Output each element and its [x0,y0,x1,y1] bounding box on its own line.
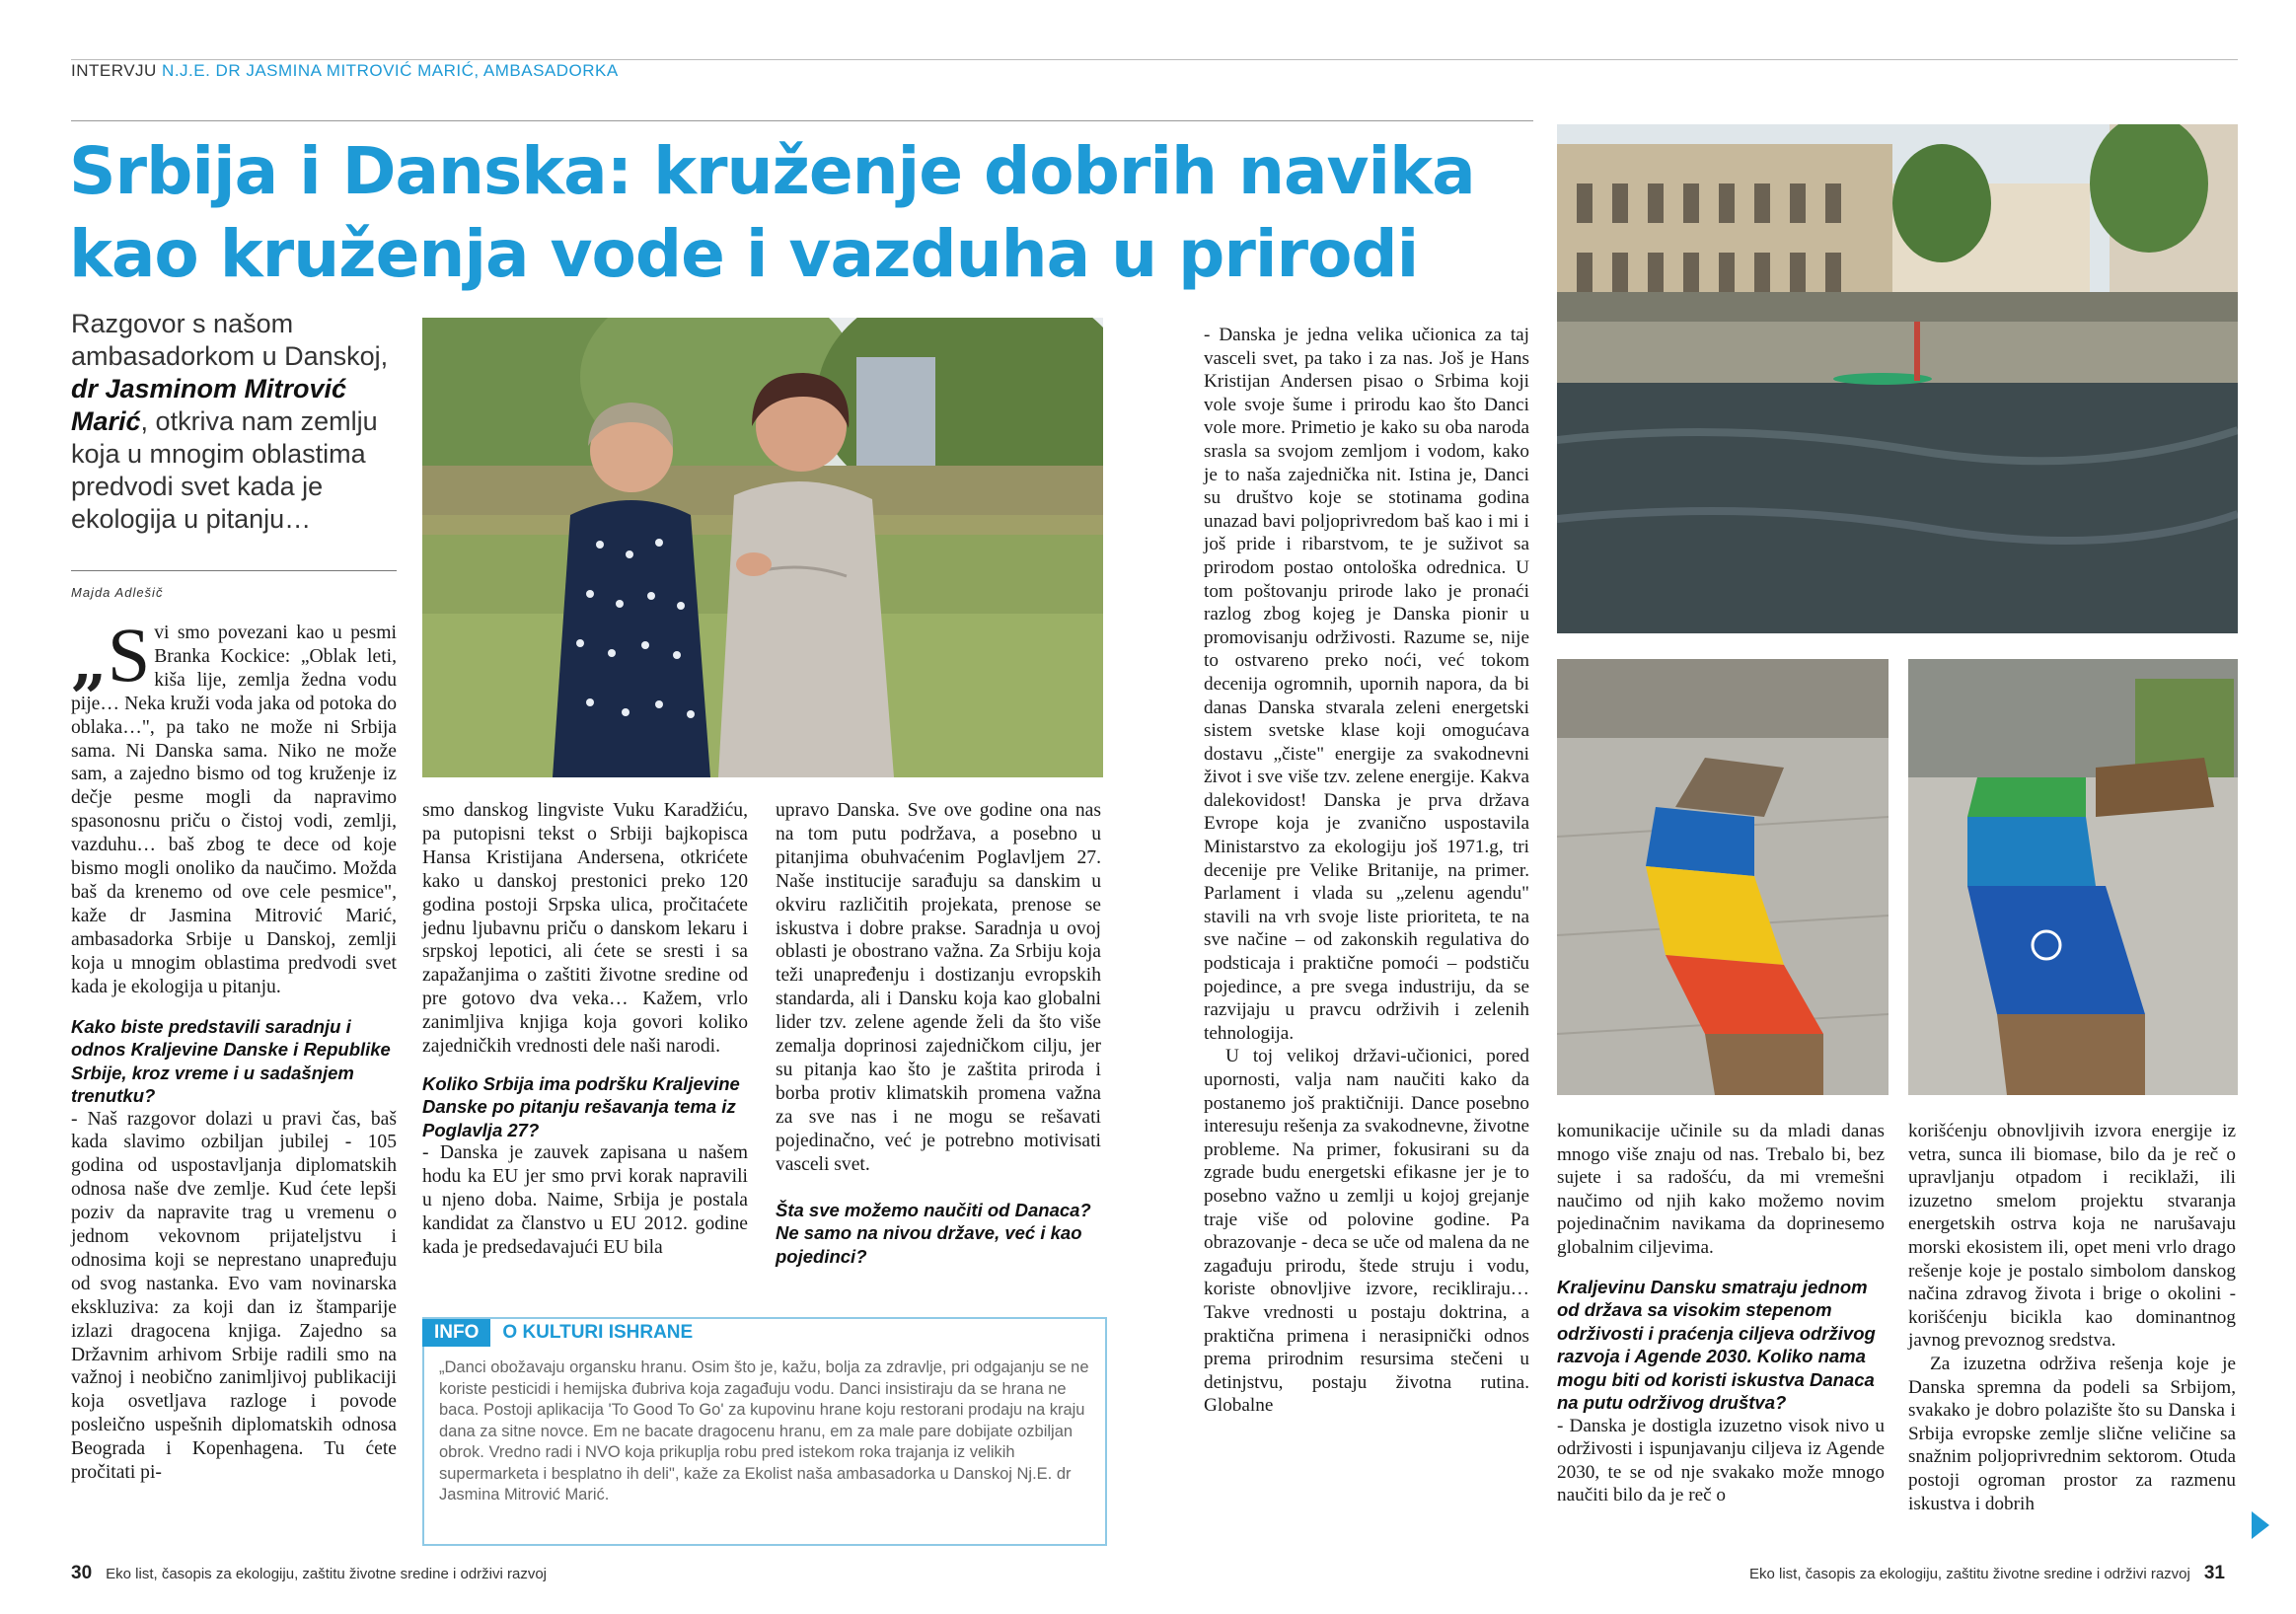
bench-photo-left [1557,659,1889,1095]
info-title: O KULTURI ISHRANE [502,1322,694,1343]
article-column-1 [71,612,397,1485]
article-column-3: upravo Danska. Sve ove godine ona nas na tom putu podržava, a posebno u pitanjima obuhvaćenim Poglavljem 27. Naše institucije sarađuju sa danskim u okviru različitih projekata, prenose se iskustva i dobre prakse. Saradnja u ovoj oblasti je obostrano važna. Za Srbiju koja teži unapređenju i dostizanju evropskih standarda, ali i Dansku koja kao globalni lider tzv. zelene agende želi da što više zemalja doprinosi zajedničkom cilju, jer su pitanja kao što je zaštita priroda i borba protiv klimatskih promena važna za sve nas i ne mogu se rešavati pojedinačno, već je potrebno motivisati vasceli svet. Šta sve možemo naučiti od Danaca? Ne samo na nivou države, već i kao pojedinci? [776,800,1101,1267]
question-3: Šta sve možemo naučiti od Danaca? Ne samo na nivou države, već i kao pojedinci? [776,1199,1091,1267]
footer-left [71,1563,547,1584]
lead-rule [71,570,397,571]
title-rule [71,120,1533,121]
info-box-header [422,1317,693,1349]
article-column-2: smo danskog lingviste Vuku Karadžiću, pa putopisni tekst o Srbiji bajkopisca Hansa Kristijana Andersena, otkrićete kako u danskoj prestonici preko 120 godina postoji Srpska ulica, pročitaćete jednu ljubavnu priču o danskom lekaru i srpskoj lepotici, ali ćete se sresti i sa zapažanjima o zaštiti životne sredine od pre gotovo dva veka… Kažem, vrlo zanimljiva knjiga koja govori koliko zajedničkih vrednosti dele naši narodi. Koliko Srbija ima podršku Kraljevine Danske po pitanju rešavanja tema iz Poglavlja 27? - Danska je zauvek zapisana u našem hodu ka EU jer smo prvi korak napravili u njeno doba. Naime, Srbija je postala kandidat za članstvo u EU 2012. godine kada je predsedavajući EU bila [422,800,748,1259]
top-rule [71,59,2238,60]
article-lead: Razgovor s našom ambasadorkom u Danskoj, dr Jasminom Mitrović Marić, otkriva nam zemlju koja u mnogim oblastima predvodi svet kada je ekologija u pitanju… [71,309,389,534]
footer-text-left: Eko list, časopis za ekologiju, zaštitu životne sredine i održivi razvoj [106,1566,548,1582]
article-column-6: korišćenju obnovljivih izvora energije iz vetra, sunca ili biomase, bilo da je reč o upravljanju otpadom i reciklaži, ili izuzetno smelom projektu stvaranja energetskih ostrva koja ne narušavaju morski ekosistem ili, opet meni vrlo drago rešenje koje je postalo simbolom danskog načina zdravog života i brige o okolini - korišćenju bicikla kao dominantnog javnog prevoznog sredstva. Za izuzetna održiva rešenja koje je Danska spremna da podeli sa Srbijom, svakako je dobro polazište što su Danska i Srbija evropske zemlje slične veličine sa snažnim poljoprivrednim sektorom. Otuda postoji ogroman prostor za razmenu iskustva i dobrih [1908,1121,2236,1514]
question-4: Kraljevinu Dansku smatraju jednom od država sa visokim stepenom održivosti i praćenja ciljeva održivog razvoja i Agende 2030. Koliko nama mogu biti od koristi iskustva Danaca na putu održivog društva? [1557,1276,1876,1414]
info-text: „Danci obožavaju organsku hranu. Osim što je, kažu, bolja za zdravlje, pri odgajanju se ne koriste pesticidi i hemijska đubriva koja zagađuju vodu. Danci insistiraju da se hrana ne baca. Postoji aplikacija 'To Good To Go' za kupovinu hrane koju restorani prodaju na kraju dana za sitne novce. Em ne bacate dragocenu hranu, em za male pare dobijate ozbiljan obrok. Vredno radi i NVO koja prikuplja robu pred istekom roka trajanja iz velikih supermarketa i besplatno ih deli", kaže za Ekolist naša ambasadorka u Danskoj Nj.E. dr Jasmina Mitrović Marić. [439,1358,1089,1504]
question-2: Koliko Srbija ima podršku Kraljevine Danske po pitanju rešavanja tema iz Poglavlja 27? [422,1072,740,1140]
info-tag: INFO [422,1319,490,1347]
author-byline: Majda Adlešič [71,585,164,600]
bench-photo-right [1908,659,2238,1095]
section-kicker: INTERVJU N.J.E. DR JASMINA MITROVIĆ MARIĆ, AMBASADORKA [71,61,619,80]
answer-2: - Danska je zauvek zapisana u našem hodu ka EU jer smo prvi korak napravili u njeno doba. Naime, Srbija je postala kandidat za članstvo u EU 2012. godine kada je predsedavajući EU bila [422,1142,748,1259]
page-number-right: 31 [2203,1563,2225,1583]
footer-right [1749,1563,2225,1584]
answer-4: - Danska je dostigla izuzetno visok nivo u održivosti i ispunjavanju ciljeva iz Agende 2030, te se od nje svakako može mnogo naučiti bilo da je reč o [1557,1415,1885,1506]
question-1: Kako biste predstavili saradnju i odnos Kraljevine Danske i Republike Srbije, kroz vreme i u sadašnjem trenutku? [71,1015,391,1106]
answer-1: - Naš razgovor dolazi u pravi čas, baš kada slavimo ozbiljan jubilej - 105 godina od uspostavljanja diplomatskih odnosa naše dve zemlje. Kud ćete lepši poziv da napravite trag u vremenu o jednom vekovnom prijateljstvu i odnosima koji se neprestano unapređuju od svog nastanka. Evo vam novinarska ekskluziva: za koji dan iz štamparije izlazi dragocena knjiga. Zajedno sa Državnim arhivom Srbije radili smo na važnoj i neobično zanimljivoj publikaciji koja osvetljava razloge i povode posleično uspešnih diplomatskih odnosa Beograda i Kopenhagena. Tu ćete pročitati pi- [71,1108,397,1484]
page-number-left: 30 [71,1563,93,1583]
article-column-4: - Danska je jedna velika učionica za taj vasceli svet, pa tako i za nas. Još je Hans Kristijan Andersen pisao o Srbima koji vole svoje šume i prirodu kao što Danci vole more. Primetio je kako su oba naroda srasla sa svojom zemljom i vodom, kako je to naša zajednička nit. Istina je, Danci su društvo koje se stotinama godina unazad bavi poljoprivredom baš kao i mi i još pride i ribarstvom, te je suživot sa prirodom postao ontološka odrednica. U tom poštovanju prirode lako je pronaći razlog zbog kojeg je Danska pionir u promovisanju održivosti. Razume se, nije to ostvareno preko noći, već tokom decenija ogromnih, upornih napora, da bi danas Danska stvarala zeleni energetski sistem svetske klase koji omogućava dostavu „čiste" energije za svakodnevni život i sve više tzv. zelene energije. Kakva dalekovidost! Danska je prva država Evrope koja je zvanično uspostavila Ministarstvo za ekologiju još 1971.g, tri decenije pre Velike Britanije, na primer. Parlament i vlada su „zelenu agendu" stavili na vrh svoje liste prioriteta, te na sve načine – od zakonskih regulativa do podsticaja i praktične pomoći – podstiču pojedince, a pre svega industriju, da se razvijaju u pravcu održivih i zelenih tehnologija. U toj velikoj državi-učionici, pored upornosti, valja nam naučiti kako da postanemo još praktičniji. Dance posebno interesuju rešenja za svakodnevne, životne probleme. Na primer, fokusirani su da zgrade budu energetski efikasne jer je to posebno važno u zemlji u kojoj grejanje traje više od polovine godine. Pa obrazovanje - deca se uče od malena da ne zagađuju prirodu, štede struju i vodu, koriste obnovljive izvore, recikliraju… Takve vrednosti u postaju doktrina, a praktična primena i nerasipnički odnos prema prirodnim resursima stečeni u detinjstvu, postaju životna rutina. Globalne [1204,325,1529,1417]
article-title: Srbija i Danska: kruženje dobrih navika kao kruženja vode i vazduha u prirodi [69,133,1475,292]
canal-photo [1557,124,2238,633]
next-page-arrow-icon[interactable] [2252,1511,2269,1539]
footer-text-right: Eko list, časopis za ekologiju, zaštitu životne sredine i održivi razvoj [1748,1566,2190,1582]
article-column-5: komunikacije učinile su da mladi danas mnogo više znaju od nas. Trebalo bi, bez sujete i sa radošću, da mi vremešni naučimo od njih kako možemo novim pojedinačnim navikama da doprinesemo globalnim ciljevima. Kraljevinu Dansku smatraju jednom od država sa visokim stepenom održivosti i praćenja ciljeva održivog razvoja i Agende 2030. Koliko nama mogu biti od koristi iskustva Danaca na putu održivog društva? - Danska je dostigla izuzetno visok nivo u održivosti i ispunjavanju ciljeva iz Agende 2030, te se od nje svakako može mnogo naučiti bilo da je reč o [1557,1121,1885,1506]
intro-paragraph: „ S vi smo povezani kao u pesmi Branka Kockice: „Oblak leti, kiša lije, zemlja žedna vodu pije… Neka kruži voda jaka od potoka do oblaka…", pa tako ne može ni Srbija sama. Ni Danska sama. Niko ne može sam, a zajedno bismo od tog kruženje iz dečje pesme mogli da napravimo spasonosnu priču o čistoj vodi, zemlji, vazduhu… baš zbog te dece od koje bismo mogli onoliko da naučimo. Možda baš da krenemo od ove cele pesmice", kaže dr Jasmina Mitrović Marić, ambasadorka Srbije u Danskoj, zemlji koja u mnogim oblastima predvodi svet kada je ekologija u pitanju. [71,612,397,997]
interview-photo [422,318,1103,777]
